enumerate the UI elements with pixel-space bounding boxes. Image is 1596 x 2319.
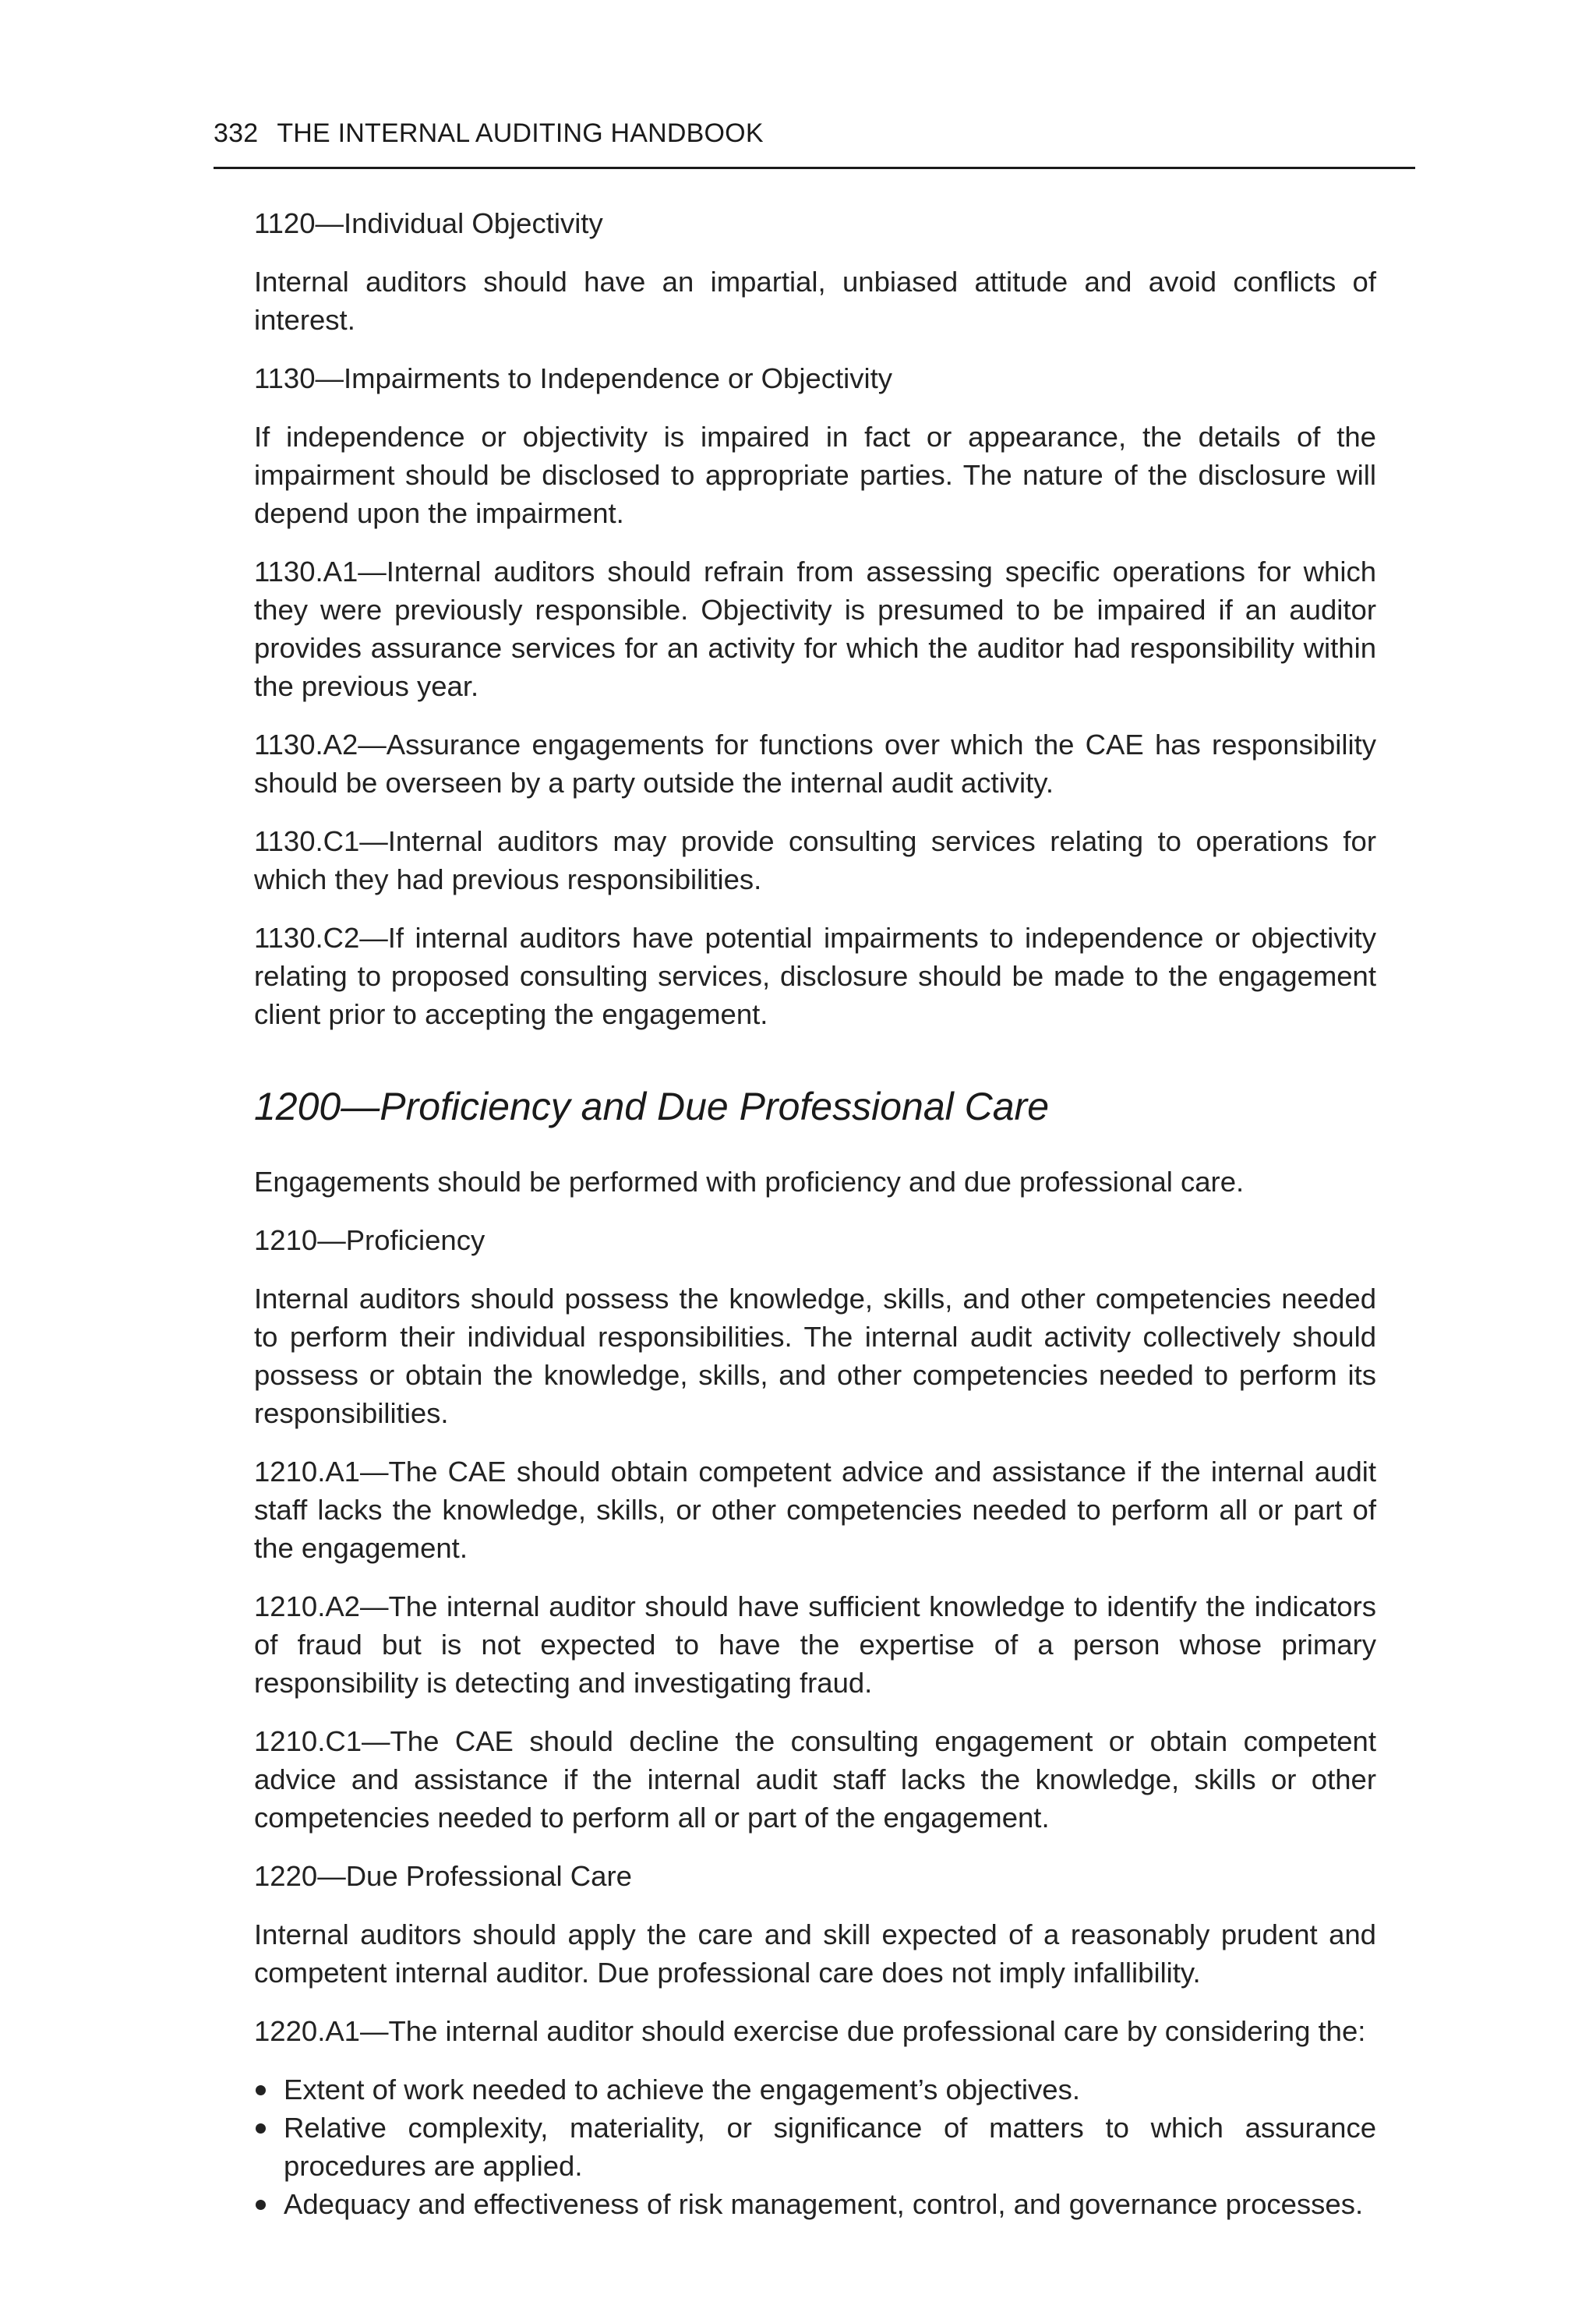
bullet-text: Relative complexity, materiality, or significance of matters to which assurance procedures are applied. bbox=[284, 2112, 1376, 2182]
body-paragraph: Internal auditors should have an impartial, unbiased attitude and avoid conflicts of interest. bbox=[254, 266, 1376, 336]
page-number: 332 bbox=[214, 118, 259, 148]
bullet-text: Adequacy and effectiveness of risk management, control, and governance processes. bbox=[284, 2188, 1364, 2220]
body-paragraph: Internal auditors should possess the knowledge, skills, and other competencies needed to perform their individual responsibilities. The internal audit activity collectively should possess or obtain the knowledge, skills, and other competencies needed to perform its responsibilities. bbox=[254, 1283, 1376, 1429]
body-paragraph: 1220.A1—The internal auditor should exercise due professional care by considering the: bbox=[254, 2015, 1366, 2047]
running-header bbox=[214, 118, 1415, 149]
bullet-dot-icon bbox=[256, 2200, 266, 2210]
bullet-item bbox=[254, 2109, 1376, 2185]
body-paragraph: 1210.C1—The CAE should decline the consulting engagement or obtain competent advice and assistance if the internal audit staff lacks the knowledge, skills or other competencies needed to perform all or part of the engagement. bbox=[254, 1725, 1376, 1834]
body-paragraph: Engagements should be performed with proficiency and due professional care. bbox=[254, 1166, 1245, 1198]
body-paragraph: 1130.C1—Internal auditors may provide consulting services relating to operations for which they had previous responsibilities. bbox=[254, 825, 1376, 895]
bottom-text-blocks bbox=[254, 1163, 1376, 2050]
body-paragraph: Internal auditors should apply the care and skill expected of a reasonably prudent and competent internal auditor. Due professional care does not imply infallibility. bbox=[254, 1918, 1376, 1989]
body-paragraph: 1210.A1—The CAE should obtain competent advice and assistance if the internal audit staff lacks the knowledge, skills, or other competencies needed to perform all or part of the engagement. bbox=[254, 1456, 1376, 1564]
subsection-heading: 1120—Individual Objectivity bbox=[254, 207, 603, 239]
bullet-item bbox=[254, 2185, 1376, 2223]
bullet-text: Extent of work needed to achieve the engagement’s objectives. bbox=[284, 2074, 1080, 2105]
body-paragraph: 1130.A1—Internal auditors should refrain from assessing specific operations for which they were previously responsible. Objectivity is presumed to be impaired if an auditor provides assurance services for an activity for which the auditor had responsibility within the previous year. bbox=[254, 556, 1376, 702]
body-paragraph: If independence or objectivity is impaired in fact or appearance, the details of the impairment should be disclosed to appropriate parties. The nature of the disclosure will depend upon the impairment. bbox=[254, 421, 1376, 529]
body-paragraph: 1210.A2—The internal auditor should have sufficient knowledge to identify the indicators of fraud but is not expected to have the expertise of a person whose primary responsibility is detecting and investigating fraud. bbox=[254, 1590, 1376, 1699]
subsection-heading: 1210—Proficiency bbox=[254, 1224, 486, 1256]
page-body bbox=[254, 204, 1376, 2223]
section-heading: 1200—Proficiency and Due Professional Care bbox=[254, 1085, 1049, 1128]
subsection-heading: 1220—Due Professional Care bbox=[254, 1860, 632, 1892]
subsection-heading: 1130—Impairments to Independence or Objectivity bbox=[254, 362, 892, 394]
body-paragraph: 1130.C2—If internal auditors have potential impairments to independence or objectivity relating to proposed consulting services, disclosure should be made to the engagement client prior to accepting the engagement. bbox=[254, 922, 1376, 1030]
bullet-item bbox=[254, 2070, 1376, 2109]
bullet-dot-icon bbox=[256, 2123, 266, 2134]
body-paragraph: 1130.A2—Assurance engagements for functions over which the CAE has responsibility should be overseen by a party outside the internal audit activity. bbox=[254, 729, 1376, 799]
header-rule bbox=[214, 167, 1415, 169]
bullet-dot-icon bbox=[256, 2085, 266, 2095]
top-text-blocks bbox=[254, 204, 1376, 1033]
running-title: THE INTERNAL AUDITING HANDBOOK bbox=[277, 118, 764, 148]
bullet-list bbox=[254, 2070, 1376, 2223]
